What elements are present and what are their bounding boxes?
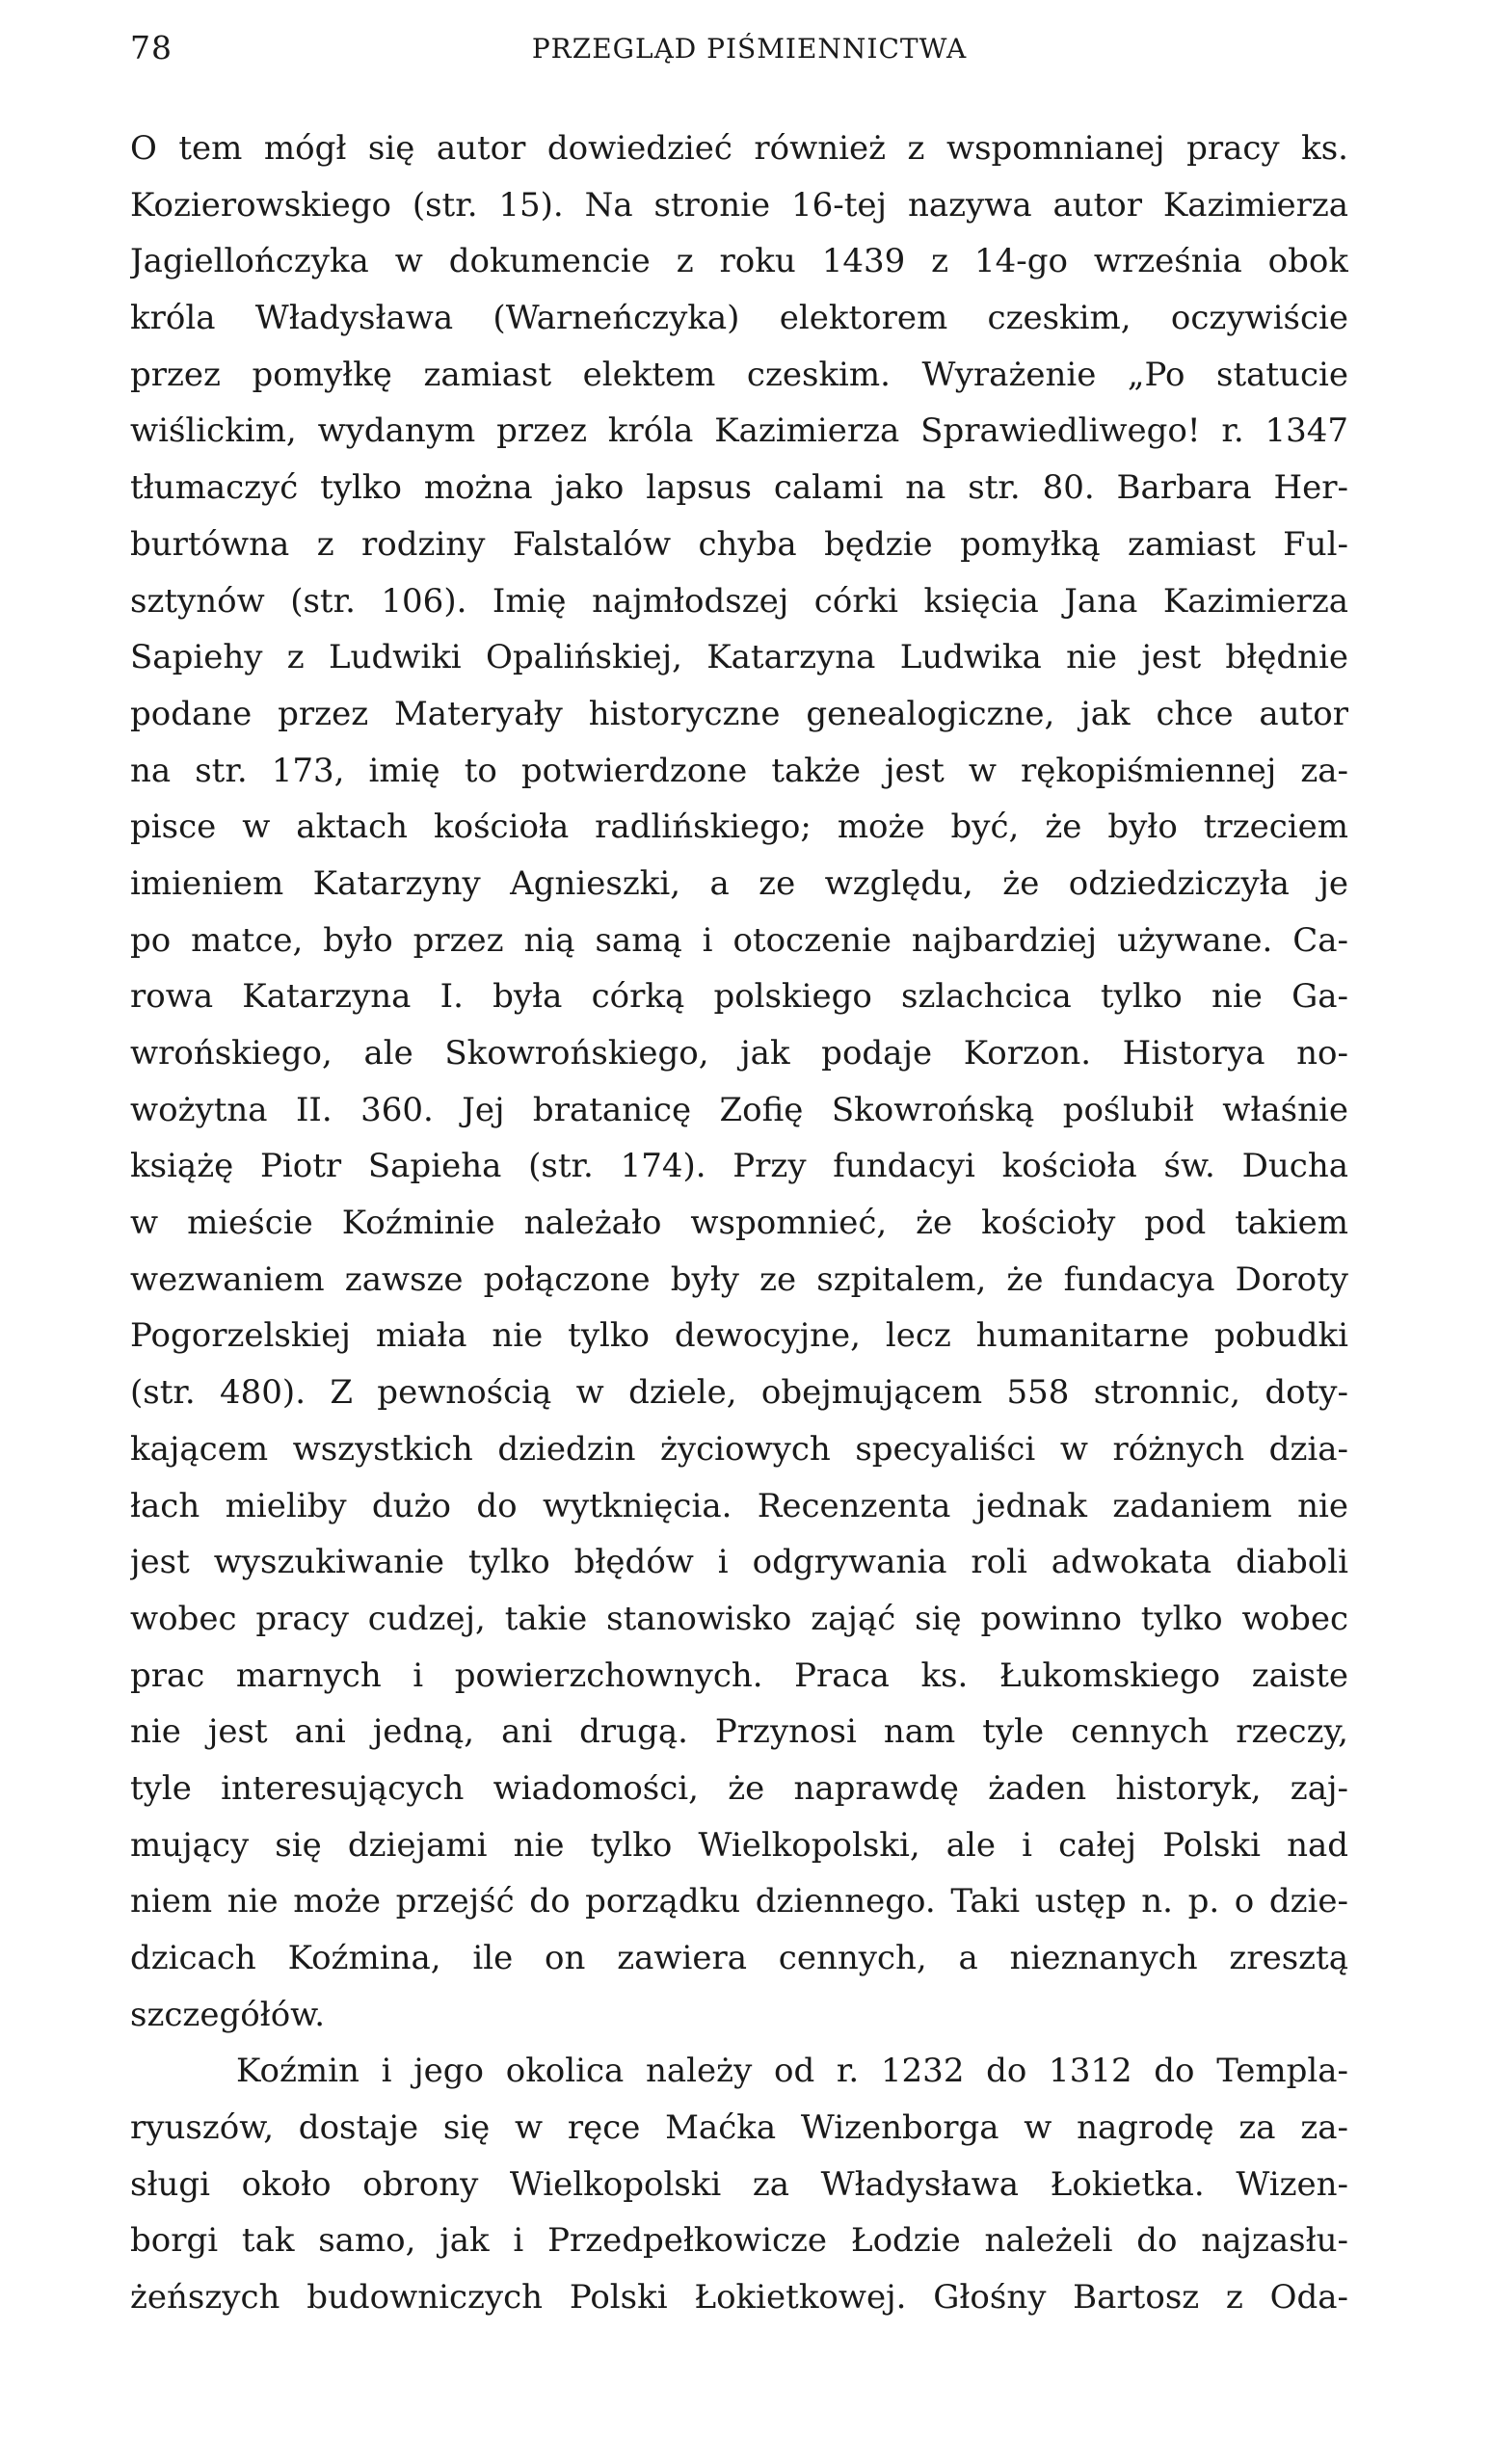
text-line: sługi około obrony Wielkopolski za Władysława Łokietka. Wizen- — [130, 2164, 1348, 2204]
text-line: w mieście Koźminie należało wspomnieć, że kościoły pod takiem — [130, 1204, 1348, 1243]
text-line: pisce w aktach kościoła radlińskiego; może być, że było trzeciem — [130, 808, 1348, 847]
text-line: jest wyszukiwanie tylko błędów i odgrywania roli adwokata diaboli — [130, 1543, 1348, 1582]
text-line: po matce, było przez nią samą i otoczenie najbardziej używane. Ca- — [130, 920, 1348, 960]
text-line: wezwaniem zawsze połączone były ze szpitalem, że fundacya Doroty — [130, 1259, 1348, 1299]
text-line: podane przez Materyały historyczne genealogiczne, jak chce autor — [130, 694, 1348, 733]
text-line: O tem mógł się autor dowiedzieć również z wspomnianej pracy ks. — [130, 129, 1348, 168]
text-line: wożytna II. 360. Jej bratanicę Zofię Skowrońską poślubił właśnie — [130, 1090, 1348, 1129]
text-line: Kozierowskiego (str. 15). Na stronie 16-tej nazywa autor Kazimierza — [130, 185, 1348, 225]
text-line: (str. 480). Z pewnością w dziele, obejmującem 558 stronnic, doty- — [130, 1373, 1348, 1413]
text-line: kającem wszystkich dziedzin życiowych specyaliści w różnych dzia- — [130, 1429, 1348, 1469]
text-line: mujący się dziejami nie tylko Wielkopolski, ale i całej Polski nad — [130, 1825, 1348, 1865]
text-line: imieniem Katarzyny Agnieszki, a ze względu, że odziedziczyła je — [130, 863, 1348, 903]
page-number: 78 — [130, 29, 173, 66]
text-line: żeńszych budowniczych Polski Łokietkowej. Głośny Bartosz z Oda- — [130, 2278, 1348, 2318]
text-line: łach mieliby dużo do wytknięcia. Recenzenta jednak zadaniem nie — [130, 1486, 1348, 1525]
text-line: książę Piotr Sapieha (str. 174). Przy fundacyi kościoła św. Ducha — [130, 1147, 1348, 1186]
text-line: wrońskiego, ale Skowrońskiego, jak podaje Korzon. Historya no- — [130, 1034, 1348, 1073]
body-text — [130, 120, 1348, 2326]
text-line: dzicach Koźmina, ile on zawiera cennych, a nieznanych zresztą — [130, 1939, 1348, 1977]
text-line: króla Władysława (Warneńczyka) elektorem czeskim, oczywiście — [130, 299, 1348, 338]
text-line: szczegółów. — [130, 1995, 326, 2034]
text-line: tyle interesujących wiadomości, że naprawdę żaden historyk, zaj- — [130, 1768, 1348, 1808]
text-line: niem nie może przejść do porządku dziennego. Taki ustęp n. p. o dzie- — [130, 1882, 1348, 1921]
text-line: Sapiehy z Ludwiki Opalińskiej, Katarzyna Ludwika nie jest błędnie — [130, 638, 1348, 677]
text-line: burtówna z rodziny Falstalów chyba będzie pomyłką zamiast Ful- — [130, 524, 1348, 564]
text-line: przez pomyłkę zamiast elektem czeskim. Wyrażenie „Po statucie — [130, 355, 1348, 394]
text-line: borgi tak samo, jak i Przedpełkowicze Łodzie należeli do najzasłu- — [130, 2221, 1348, 2261]
text-line: ryuszów, dostaje się w ręce Maćka Wizenborga w nagrodę za za- — [130, 2108, 1348, 2148]
text-line: nie jest ani jedną, ani drugą. Przynosi nam tyle cennych rzeczy, — [130, 1712, 1348, 1752]
running-title: PRZEGLĄD PIŚMIENNICTWA — [531, 33, 968, 65]
text-line: wobec pracy cudzej, takie stanowisko zająć się powinno tylko wobec — [130, 1599, 1348, 1638]
text-line: Pogorzelskiej miała nie tylko dewocyjne, lecz humanitarne pobudki — [130, 1316, 1348, 1356]
text-line: Koźmin i jego okolica należy od r. 1232 do 1312 do Templa- — [236, 2052, 1348, 2091]
page-header — [130, 29, 1349, 67]
text-line: wiślickim, wydanym przez króla Kazimierza Sprawiedliwego! r. 1347 — [130, 411, 1348, 451]
text-line: prac marnych i powierzchownych. Praca ks. Łukomskiego zaiste — [130, 1656, 1348, 1695]
text-line: Jagiellończyka w dokumencie z roku 1439 z 14-go września obok — [130, 242, 1348, 281]
text-line: na str. 173, imię to potwierdzone także jest w rękopiśmiennej za- — [130, 751, 1348, 790]
text-line: tłumaczyć tylko można jako lapsus calami na str. 80. Barbara Her- — [130, 468, 1348, 508]
text-line: rowa Katarzyna I. była córką polskiego szlachcica tylko nie Ga- — [130, 977, 1348, 1017]
text-line: sztynów (str. 106). Imię najmłodszej córki księcia Jana Kazimierza — [130, 581, 1348, 621]
